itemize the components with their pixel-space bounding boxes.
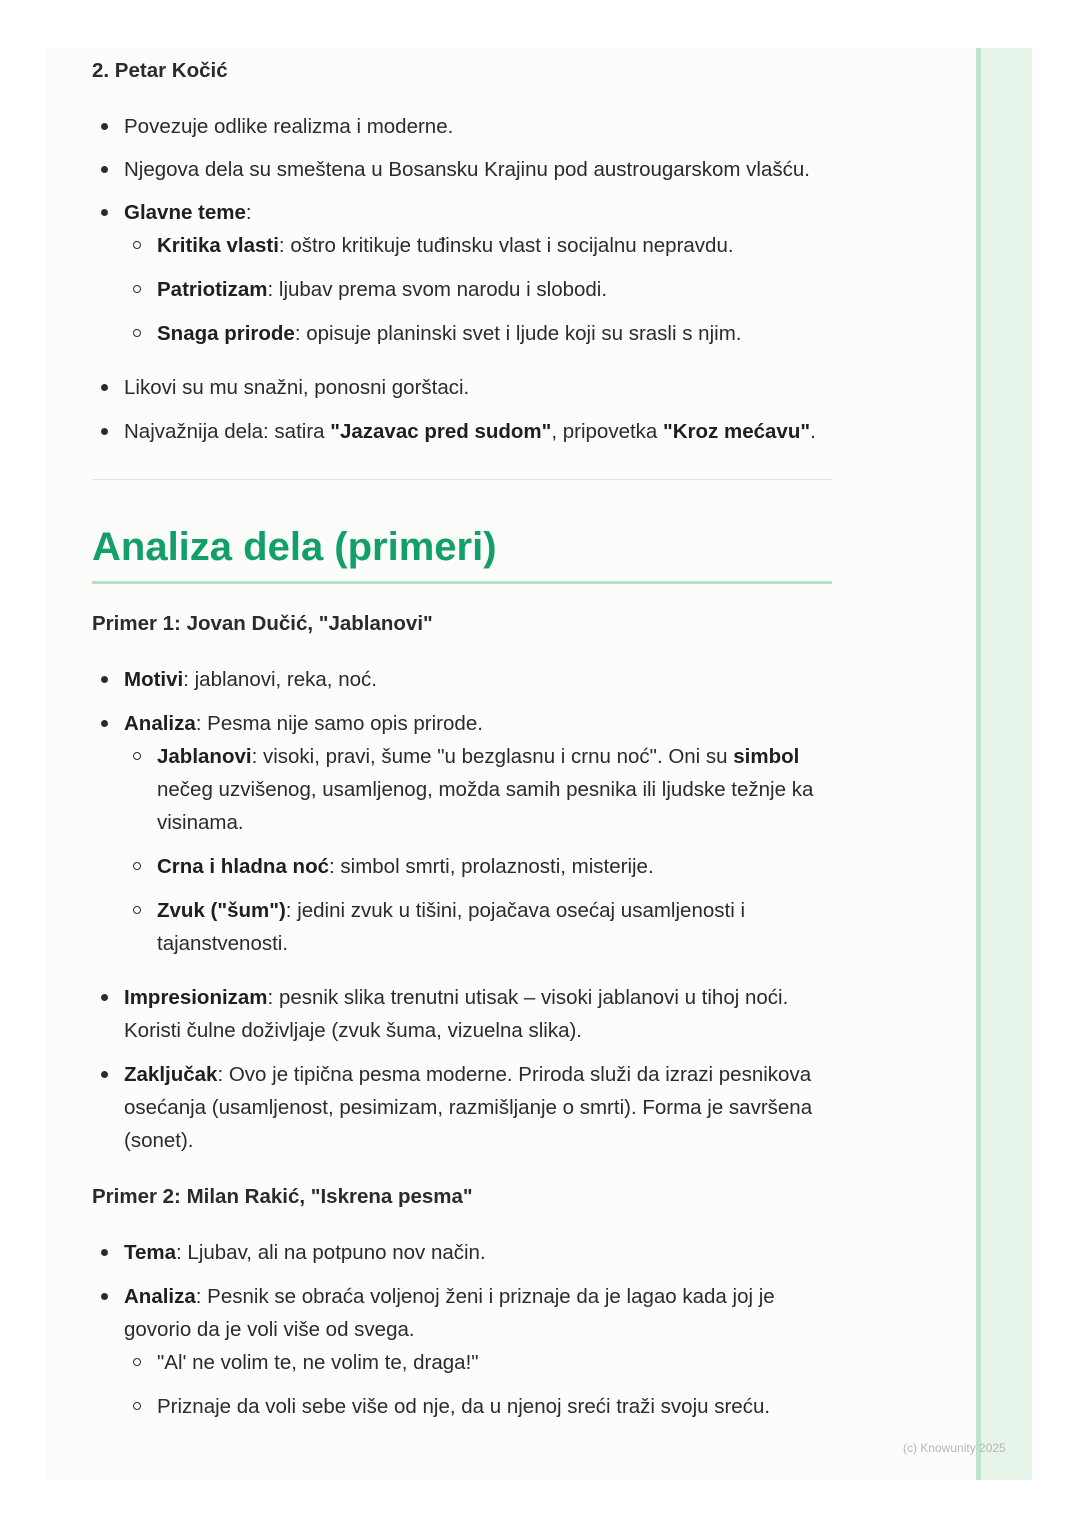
term-text: : jablanovi, reka, noć. bbox=[183, 668, 377, 691]
example2-list bbox=[92, 1236, 832, 1423]
term-text: : jedini zvuk u tišini, pojačava osećaj usamljenosti i tajanstvenosti. bbox=[157, 899, 745, 955]
works-text: , pripovetka bbox=[551, 420, 664, 443]
term: Impresionizam bbox=[124, 986, 268, 1009]
term-text: nečeg uzvišenog, usamljenog, možda samih pesnika ili ljudske težnje ka visinama. bbox=[157, 778, 814, 834]
sublist-item: "Al' ne volim te, ne volim te, draga!" bbox=[124, 1346, 832, 1379]
list-item: Njegova dela su smeštena u Bosansku Krajinu pod austrougarskom vlašću. bbox=[92, 153, 832, 186]
themes-sublist bbox=[124, 229, 832, 350]
list-item bbox=[92, 663, 832, 696]
sublist-item bbox=[124, 850, 832, 883]
term: Zvuk ("šum") bbox=[157, 899, 286, 922]
sublist-item bbox=[124, 740, 832, 839]
watermark: (c) Knowunity 2025 bbox=[903, 1441, 1006, 1455]
list-item: Glavne teme: Kritika vlasti: oštro kritikuje tuđinsku vlast i socijalnu nepravdu. Patriotizam: ljubav prema svom narodu i slobodi. Snaga prirode: opisuje planinski svet i ljude koji su srasli s njim. bbox=[92, 196, 832, 350]
example1-list bbox=[92, 663, 832, 1157]
list-item: Likovi su mu snažni, ponosni gorštaci. bbox=[92, 371, 832, 404]
term: Jablanovi bbox=[157, 745, 252, 768]
term-text: : Ljubav, ali na potpuno nov način. bbox=[176, 1241, 486, 1264]
term-text: : Pesma nije samo opis prirode. bbox=[195, 712, 483, 735]
term: Analiza bbox=[124, 712, 196, 735]
term-text: : visoki, pravi, šume "u bezglasnu i crnu noć". Oni su bbox=[251, 745, 734, 768]
section-heading-kocic: 2. Petar Kočić bbox=[92, 59, 228, 82]
example-heading-2: Primer 2: Milan Rakić, "Iskrena pesma" bbox=[92, 1185, 473, 1208]
list-item bbox=[92, 707, 832, 960]
sublist-item bbox=[124, 273, 832, 306]
sublist-item bbox=[124, 229, 832, 262]
term-text: : ljubav prema svom narodu i slobodi. bbox=[267, 278, 608, 301]
themes-label: Glavne teme bbox=[124, 201, 246, 224]
term-text: : opisuje planinski svet i ljude koji su srasli s njim. bbox=[294, 322, 742, 345]
list-item bbox=[92, 1058, 832, 1157]
side-panel-border bbox=[976, 48, 981, 1480]
term-text: : Ovo je tipična pesma moderne. Priroda služi da izrazi pesnikova osećanja (usamljenost, pesimizam, razmišljanje o smrti). Forma je savršena (sonet). bbox=[124, 1063, 813, 1152]
term-text: : simbol smrti, prolaznosti, misterije. bbox=[329, 855, 654, 878]
term: Patriotizam bbox=[157, 278, 268, 301]
example-heading-1: Primer 1: Jovan Dučić, "Jablanovi" bbox=[92, 612, 433, 635]
work-title: "Kroz mećavu" bbox=[663, 420, 811, 443]
term: Zaključak bbox=[124, 1063, 218, 1086]
list-item bbox=[92, 981, 832, 1047]
term: Tema bbox=[124, 1241, 177, 1264]
term: Snaga prirode bbox=[157, 322, 295, 345]
sublist-item: Priznaje da voli sebe više od nje, da u njenoj sreći traži svoju sreću. bbox=[124, 1390, 832, 1423]
works-text: . bbox=[810, 420, 816, 443]
term-text: : pesnik slika trenutni utisak – visoki jablanovi u tihoj noći. Koristi čulne doživljaje (zvuk šuma, vizuelna slika). bbox=[124, 986, 789, 1042]
term-text: : oštro kritikuje tuđinsku vlast i socijalnu nepravdu. bbox=[278, 234, 734, 257]
analysis-sublist bbox=[124, 740, 832, 960]
works-text: Najvažnija dela: satira bbox=[124, 420, 331, 443]
quotes-sublist bbox=[124, 1346, 832, 1423]
divider bbox=[92, 479, 832, 480]
list-item bbox=[92, 1236, 832, 1269]
term: Analiza bbox=[124, 1285, 196, 1308]
document-content bbox=[92, 54, 832, 1423]
term: Kritika vlasti bbox=[157, 234, 279, 257]
work-title: "Jazavac pred sudom" bbox=[330, 420, 552, 443]
section-title-analysis: Analiza dela (primeri) bbox=[92, 523, 832, 584]
term: Crna i hladna noć bbox=[157, 855, 329, 878]
term: simbol bbox=[733, 745, 800, 768]
sublist-item bbox=[124, 317, 832, 350]
side-panel bbox=[976, 48, 1032, 1480]
sublist-item bbox=[124, 894, 832, 960]
term: Motivi bbox=[124, 668, 184, 691]
list-item bbox=[92, 415, 832, 448]
term-text: : Pesnik se obraća voljenoj ženi i priznaje da je lagao kada joj je govorio da je voli više od svega. bbox=[124, 1285, 775, 1341]
kocic-list bbox=[92, 110, 832, 448]
list-item bbox=[92, 1280, 832, 1423]
list-item: Povezuje odlike realizma i moderne. bbox=[92, 110, 832, 143]
